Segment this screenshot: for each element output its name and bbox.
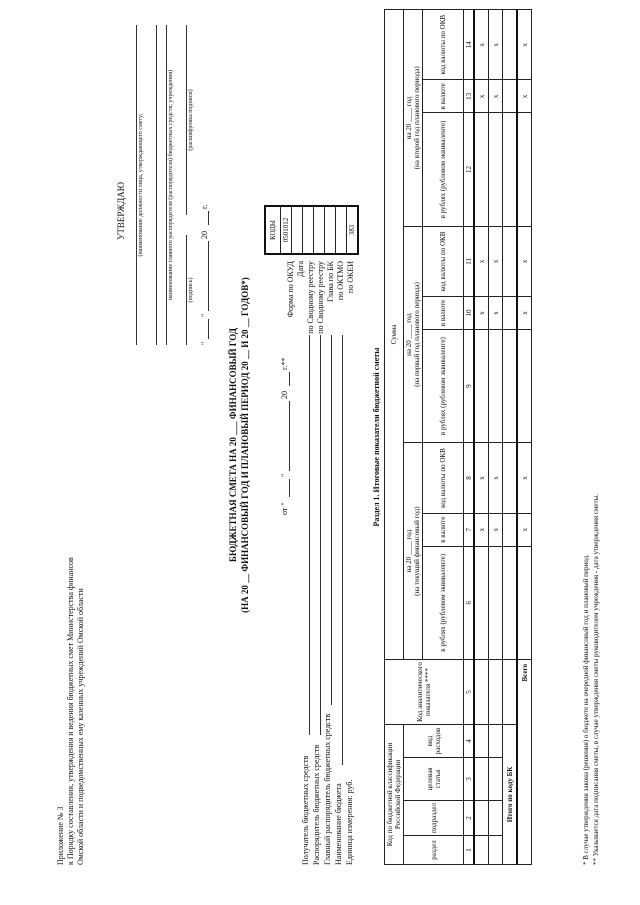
x-cell: x [489,443,503,513]
label-glava-bk: Глава по БК [326,261,335,302]
label-recipient: Получатель бюджетных средств [301,755,310,865]
column-number-row [464,10,475,865]
appendix-line-3: Омской области и подведомственных ему казенных учреждений Омской области [76,588,85,865]
col-num-5: 5 [464,660,475,725]
p3-currency: в валюте [423,80,464,113]
col-num-7: 7 [464,513,475,546]
x-cell: x [517,513,532,546]
title-line-2: (НА 20 __ ФИНАНСОВЫЙ ГОД И ПЛАНОВЫЙ ПЕРИОД 20 __ И 20 __ ГОДОВ*) [240,277,250,613]
period-1-header: на 20 ____ год (на текущий финансовый год) [404,443,423,660]
x-cell: x [489,80,503,113]
x-cell: x [489,226,503,296]
codes-header: КОДЫ [265,206,281,254]
table-row [474,10,489,865]
period-2-header: на 20 ____ год (на первый год планового периода) [404,226,423,443]
x-cell: x [474,226,489,296]
kbk-header: Код по бюджетной классификации Российской Федерации [385,725,404,865]
col-num-12: 12 [464,113,475,226]
x-cell: x [517,443,532,513]
p1-currency: в валюте [423,513,464,546]
code-okei: 383 [347,206,359,254]
footnote-2: ** Указывается дата подписания сметы, в случае утверждения сметы руководителем учреждения - дата утверждения сметы. [592,493,600,865]
col-podrazdel: подраздел [404,801,464,836]
approval-caption-2: наименование главного распорядителя (распорядителя) бюджетных средств; учреждения) [168,69,174,301]
total-kbk-label: Итого по коду БК [503,725,518,865]
code-date [292,206,303,254]
p3-rub: в рублях (рублевом эквиваленте) [423,113,464,226]
x-cell: x [474,10,489,80]
approval-decode-caption: (расшифровка подписи) [188,89,194,151]
title-date-from: от " [280,502,289,515]
col-num-13: 13 [464,80,475,113]
approval-date-g: г. [200,204,209,209]
section-1-title: Раздел 1. Итоговые показатели бюджетной сметы [372,347,381,527]
p1-okv: код валюты по ОКВ [423,443,464,513]
label-chief-manager: Главный распорядитель бюджетных средств [323,713,332,865]
period-3-prefix: на 20 [405,123,413,140]
total-row [517,10,532,865]
x-cell: x [474,297,489,330]
label-budget-name: Наименование бюджета [334,783,343,865]
label-unit: Единица измерения: руб. [345,779,354,865]
period-2-sub: (на первый год планового периода) [413,282,421,387]
code-registry-1 [303,206,314,254]
x-cell: x [474,443,489,513]
code-registry-2 [314,206,325,254]
period-1-suffix: год [405,529,413,540]
col-num-11: 11 [464,226,475,296]
col-num-1: 1 [464,836,475,865]
approval-caption-1: (наименование должности лица, утверждающего смету; [138,113,144,257]
label-okud: Форма по ОКУД [286,261,295,318]
col-vid: вид расходов [404,725,464,758]
code-oktmo [336,206,347,254]
x-cell: x [474,513,489,546]
p2-okv: код валюты по ОКВ [423,226,464,296]
code-glava [325,206,336,254]
label-oktmo: по ОКТМО [336,261,345,301]
col-celevaya: целевая статья [404,758,464,801]
x-cell: x [474,80,489,113]
p1-rub: в рублях (рублевом эквиваленте) [423,546,464,659]
p3-okv: код валюты по ОКВ [423,10,464,80]
x-cell: x [489,297,503,330]
label-date: Дата [296,261,305,277]
col-num-2: 2 [464,801,475,836]
col-num-4: 4 [464,725,475,758]
footnote-1: * В случае утверждения закона (решения) о бюджете на очередной финансовый год и плановый период. [582,554,590,865]
period-3-header: на 20 ____ год (на второй год планового периода) [404,10,423,227]
table-row [489,10,503,865]
col-num-14: 14 [464,10,475,80]
appendix-line-1: Приложение № 3 [56,806,65,865]
total-kbk-row [503,10,518,865]
label-registry-2: по Сводному реестру [316,261,325,334]
analytic-header: Код аналитического показателя **** [385,660,464,725]
title-date-g: г.** [280,357,289,370]
total-label: Всего [517,660,532,865]
period-3-suffix: год [405,96,413,107]
col-num-6: 6 [464,546,475,659]
period-1-sub: (на текущий финансовый год) [413,506,421,596]
appendix-line-2: к Порядку составления, утверждения и ведения бюджетных смет Министерства финансов [66,557,75,865]
col-num-8: 8 [464,443,475,513]
period-2-suffix: год [405,313,413,323]
codes-table [264,205,359,255]
approval-date-year: 20 [200,231,209,239]
period-3-sub: (на второй год планового периода) [413,66,421,170]
col-num-3: 3 [464,758,475,801]
label-registry-1: по Сводному реестру [306,261,315,334]
title-date-mid: " [280,473,289,477]
approval-heading: УТВЕРЖДАЮ [116,181,126,240]
x-cell: x [489,10,503,80]
title-date-year: 20 [280,391,289,399]
p2-rub: в рублях (рублевом эквиваленте) [423,329,464,442]
col-razdel: раздел [404,836,464,865]
x-cell: x [517,80,532,113]
period-1-prefix: на 20 [405,556,413,573]
title-line-1: БЮДЖЕТНАЯ СМЕТА НА 20 ___ ФИНАНСОВЫЙ ГОД [228,328,238,562]
budget-table [384,9,532,865]
approval-date-close: " [200,313,209,317]
x-cell: x [517,10,532,80]
approval-date-open: " [200,341,209,345]
sum-header: Сумма [385,10,404,660]
col-num-9: 9 [464,329,475,442]
code-okud: 0501012 [281,206,292,254]
p2-currency: в валюте [423,297,464,330]
label-okei: по ОКЕИ [346,261,355,294]
x-cell: x [517,226,532,296]
period-2-prefix: на 20 [405,340,413,356]
label-manager: Распорядитель бюджетных средств [312,744,321,865]
x-cell: x [517,297,532,330]
approval-sign-caption: (подпись) [188,277,194,303]
x-cell: x [489,513,503,546]
col-num-10: 10 [464,297,475,330]
